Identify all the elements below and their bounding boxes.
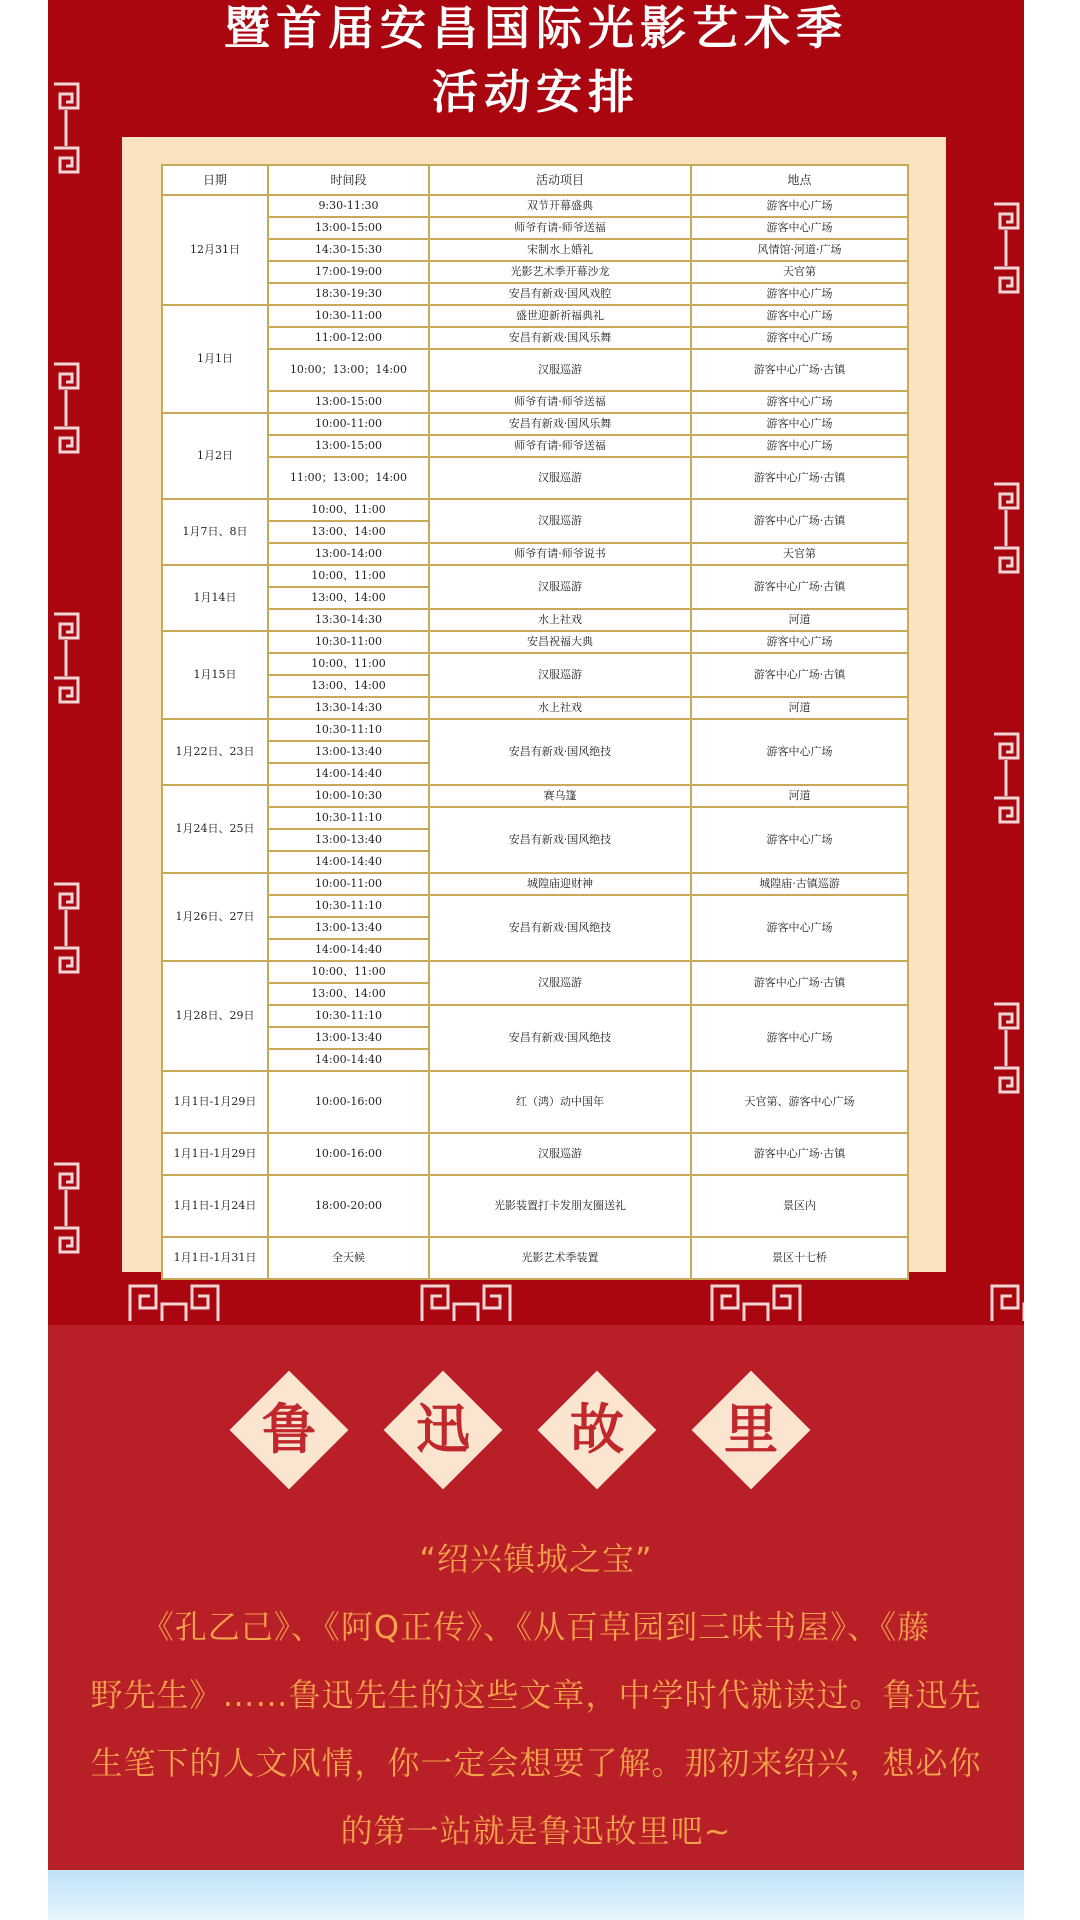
event-cell: 安昌有新戏·国风绝技 [429, 807, 691, 873]
event-cell: 盛世迎新祈福典礼 [429, 305, 691, 327]
schedule-table [161, 164, 909, 1280]
event-cell: 汉服巡游 [429, 349, 691, 391]
diamond-char-text: 故 [570, 1398, 624, 1461]
time-cell: 18:30-19:30 [268, 283, 429, 305]
time-cell: 14:00-14:40 [268, 851, 429, 873]
time-cell: 13:30-14:30 [268, 609, 429, 631]
location-cell: 游客中心广场·古镇 [691, 349, 908, 391]
location-cell: 游客中心广场 [691, 807, 908, 873]
time-cell: 10:30-11:10 [268, 807, 429, 829]
location-cell: 游客中心广场 [691, 195, 908, 217]
location-cell: 游客中心广场 [691, 391, 908, 413]
time-cell: 13:00-15:00 [268, 391, 429, 413]
event-cell: 师爷有请·师爷送福 [429, 435, 691, 457]
diamond-char-text: 迅 [416, 1398, 470, 1461]
diamond-char-3 [542, 1375, 652, 1485]
fret-ornament-icon [50, 360, 82, 456]
table-row [162, 261, 908, 283]
time-cell: 17:00-19:00 [268, 261, 429, 283]
location-cell: 游客中心广场 [691, 719, 908, 785]
table-row [162, 961, 908, 983]
table-row [162, 697, 908, 719]
table-row [162, 239, 908, 261]
location-cell: 游客中心广场 [691, 217, 908, 239]
time-cell: 11:00-12:00 [268, 327, 429, 349]
event-cell: 水上社戏 [429, 697, 691, 719]
location-cell: 游客中心广场·古镇 [691, 565, 908, 609]
time-cell: 13:00-13:40 [268, 829, 429, 851]
table-row [162, 719, 908, 741]
time-cell: 13:00、14:00 [268, 983, 429, 1005]
time-cell: 13:00-13:40 [268, 741, 429, 763]
event-cell: 安昌有新戏·国风绝技 [429, 719, 691, 785]
date-cell: 12月31日 [162, 195, 268, 305]
location-cell: 游客中心广场·古镇 [691, 1133, 908, 1175]
diamond-char-2 [388, 1375, 498, 1485]
location-cell: 游客中心广场 [691, 1005, 908, 1071]
event-cell: 汉服巡游 [429, 565, 691, 609]
table-row [162, 609, 908, 631]
date-cell: 1月2日 [162, 413, 268, 499]
event-cell: 城隍庙迎财神 [429, 873, 691, 895]
time-cell: 10:00、11:00 [268, 653, 429, 675]
fret-ornament-icon [126, 1280, 222, 1325]
time-cell: 10:00-11:00 [268, 873, 429, 895]
table-row [162, 305, 908, 327]
page-title: 暨首届安昌国际光影艺术季 [224, 1, 848, 55]
event-cell: 安昌有新戏·国风戏腔 [429, 283, 691, 305]
event-cell: 安昌有新戏·国风乐舞 [429, 327, 691, 349]
time-cell: 13:00-13:40 [268, 917, 429, 939]
location-cell: 城隍庙·古镇巡游 [691, 873, 908, 895]
time-cell: 10:30-11:00 [268, 305, 429, 327]
table-row [162, 391, 908, 413]
location-cell: 游客中心广场 [691, 283, 908, 305]
time-cell: 10:30-11:10 [268, 895, 429, 917]
table-row [162, 217, 908, 239]
time-cell: 11:00；13:00；14:00 [268, 457, 429, 499]
table-row [162, 1175, 908, 1237]
schedule-banner [48, 0, 1024, 1325]
location-cell: 天官第 [691, 543, 908, 565]
table-row [162, 327, 908, 349]
table-row [162, 349, 908, 391]
time-cell: 14:00-14:40 [268, 1049, 429, 1071]
diamond-char-4 [696, 1375, 806, 1485]
table-header-row [162, 165, 908, 195]
fret-ornament-icon [990, 730, 1022, 826]
time-cell: 13:00-14:00 [268, 543, 429, 565]
time-cell: 14:00-14:40 [268, 763, 429, 785]
fret-ornament-icon [418, 1280, 514, 1325]
event-cell: 师爷有请·师爷送福 [429, 217, 691, 239]
location-cell: 游客中心广场·古镇 [691, 961, 908, 1005]
table-row [162, 565, 908, 587]
date-cell: 1月28日、29日 [162, 961, 268, 1071]
event-cell: 赛乌篷 [429, 785, 691, 807]
time-cell: 9:30-11:30 [268, 195, 429, 217]
table-row [162, 1237, 908, 1279]
table-row [162, 457, 908, 499]
location-cell: 河道 [691, 785, 908, 807]
section-paragraph-line: 生笔下的人文风情，你一定会想要了解。那初来绍兴，想必你 [90, 1744, 982, 1782]
fret-ornament-icon [50, 1160, 82, 1256]
table-row [162, 435, 908, 457]
event-cell: 安昌有新戏·国风绝技 [429, 895, 691, 961]
table-row [162, 1005, 908, 1027]
table-row [162, 413, 908, 435]
time-cell: 10:00-11:00 [268, 413, 429, 435]
event-cell: 汉服巡游 [429, 499, 691, 543]
location-cell: 景区内 [691, 1175, 908, 1237]
fret-ornament-icon [708, 1280, 804, 1325]
table-row [162, 895, 908, 917]
section-paragraph-line: 野先生》……鲁迅先生的这些文章，中学时代就读过。鲁迅先 [90, 1676, 982, 1714]
table-row [162, 807, 908, 829]
table-row [162, 283, 908, 305]
fret-ornament-icon [50, 610, 82, 706]
event-cell: 安昌有新戏·国风乐舞 [429, 413, 691, 435]
event-cell: 宋制水上婚礼 [429, 239, 691, 261]
event-cell: 安昌有新戏·国风绝技 [429, 1005, 691, 1071]
time-cell: 10:30-11:10 [268, 719, 429, 741]
time-cell: 10:00-16:00 [268, 1133, 429, 1175]
location-cell: 景区十七桥 [691, 1237, 908, 1279]
fret-ornament-icon [990, 480, 1022, 576]
event-cell: 双节开幕盛典 [429, 195, 691, 217]
location-cell: 游客中心广场·古镇 [691, 457, 908, 499]
time-cell: 18:00-20:00 [268, 1175, 429, 1237]
date-cell: 1月1日-1月29日 [162, 1133, 268, 1175]
fret-ornament-icon [50, 880, 82, 976]
date-cell: 1月1日-1月24日 [162, 1175, 268, 1237]
column-header: 日期 [162, 165, 268, 195]
time-cell: 14:00-14:40 [268, 939, 429, 961]
location-cell: 游客中心广场 [691, 631, 908, 653]
event-cell: 光影艺术季装置 [429, 1237, 691, 1279]
time-cell: 13:30-14:30 [268, 697, 429, 719]
event-cell: 师爷有请·师爷说书 [429, 543, 691, 565]
time-cell: 10:30-11:10 [268, 1005, 429, 1027]
diamond-char-1 [234, 1375, 344, 1485]
date-cell: 1月1日-1月31日 [162, 1237, 268, 1279]
location-cell: 河道 [691, 697, 908, 719]
event-cell: 汉服巡游 [429, 653, 691, 697]
time-cell: 10:00、11:00 [268, 499, 429, 521]
time-cell: 10:00；13:00；14:00 [268, 349, 429, 391]
location-cell: 游客中心广场 [691, 895, 908, 961]
date-cell: 1月14日 [162, 565, 268, 631]
location-cell: 游客中心广场·古镇 [691, 653, 908, 697]
diamond-char-text: 鲁 [262, 1398, 316, 1461]
date-cell: 1月15日 [162, 631, 268, 719]
diamond-char-text: 里 [724, 1398, 778, 1461]
time-cell: 10:00-16:00 [268, 1071, 429, 1133]
table-row [162, 499, 908, 521]
location-cell: 游客中心广场 [691, 327, 908, 349]
time-cell: 13:00、14:00 [268, 521, 429, 543]
time-cell: 14:30-15:30 [268, 239, 429, 261]
fret-ornament-icon [990, 1000, 1022, 1096]
table-row [162, 873, 908, 895]
location-cell: 河道 [691, 609, 908, 631]
time-cell: 10:00、11:00 [268, 565, 429, 587]
fret-ornament-icon [990, 200, 1022, 296]
table-row [162, 195, 908, 217]
time-cell: 10:00、11:00 [268, 961, 429, 983]
location-cell: 游客中心广场 [691, 413, 908, 435]
date-cell: 1月7日、8日 [162, 499, 268, 565]
event-cell: 光影装置打卡发朋友圈送礼 [429, 1175, 691, 1237]
table-row [162, 653, 908, 675]
event-cell: 汉服巡游 [429, 457, 691, 499]
time-cell: 10:00-10:30 [268, 785, 429, 807]
column-header: 活动项目 [429, 165, 691, 195]
event-cell: 师爷有请·师爷送福 [429, 391, 691, 413]
location-cell: 游客中心广场·古镇 [691, 499, 908, 543]
event-cell: 红（鸿）动中国年 [429, 1071, 691, 1133]
page-subtitle: 活动安排 [432, 65, 640, 119]
date-cell: 1月1日-1月29日 [162, 1071, 268, 1133]
event-cell: 汉服巡游 [429, 1133, 691, 1175]
event-cell: 水上社戏 [429, 609, 691, 631]
table-row [162, 631, 908, 653]
section-quote: “绍兴镇城之宝” [419, 1540, 653, 1578]
schedule-card [122, 137, 946, 1272]
location-cell: 游客中心广场 [691, 435, 908, 457]
table-row [162, 1071, 908, 1133]
location-cell: 游客中心广场 [691, 305, 908, 327]
column-header: 地点 [691, 165, 908, 195]
table-row [162, 785, 908, 807]
article-page [48, 0, 1024, 1920]
time-cell: 13:00-15:00 [268, 217, 429, 239]
table-row [162, 543, 908, 565]
location-cell: 天官第 [691, 261, 908, 283]
section-paragraph-line: 的第一站就是鲁迅故里吧~ [340, 1812, 732, 1850]
table-row [162, 1133, 908, 1175]
event-cell: 安昌祝福大典 [429, 631, 691, 653]
event-cell: 汉服巡游 [429, 961, 691, 1005]
time-cell: 13:00、14:00 [268, 675, 429, 697]
next-image-preview [48, 1870, 1024, 1920]
time-cell: 13:00-15:00 [268, 435, 429, 457]
event-cell: 光影艺术季开幕沙龙 [429, 261, 691, 283]
date-cell: 1月24日、25日 [162, 785, 268, 873]
location-cell: 天官第、游客中心广场 [691, 1071, 908, 1133]
date-cell: 1月1日 [162, 305, 268, 413]
date-cell: 1月26日、27日 [162, 873, 268, 961]
time-cell: 13:00-13:40 [268, 1027, 429, 1049]
date-cell: 1月22日、23日 [162, 719, 268, 785]
time-cell: 13:00、14:00 [268, 587, 429, 609]
time-cell: 10:30-11:00 [268, 631, 429, 653]
section-paragraph-line: 《孔乙己》、《阿Q正传》、《从百草园到三味书屋》、《藤 [141, 1608, 931, 1646]
fret-ornament-icon [988, 1280, 1024, 1325]
column-header: 时间段 [268, 165, 429, 195]
time-cell: 全天候 [268, 1237, 429, 1279]
location-cell: 风情馆·河道·广场 [691, 239, 908, 261]
